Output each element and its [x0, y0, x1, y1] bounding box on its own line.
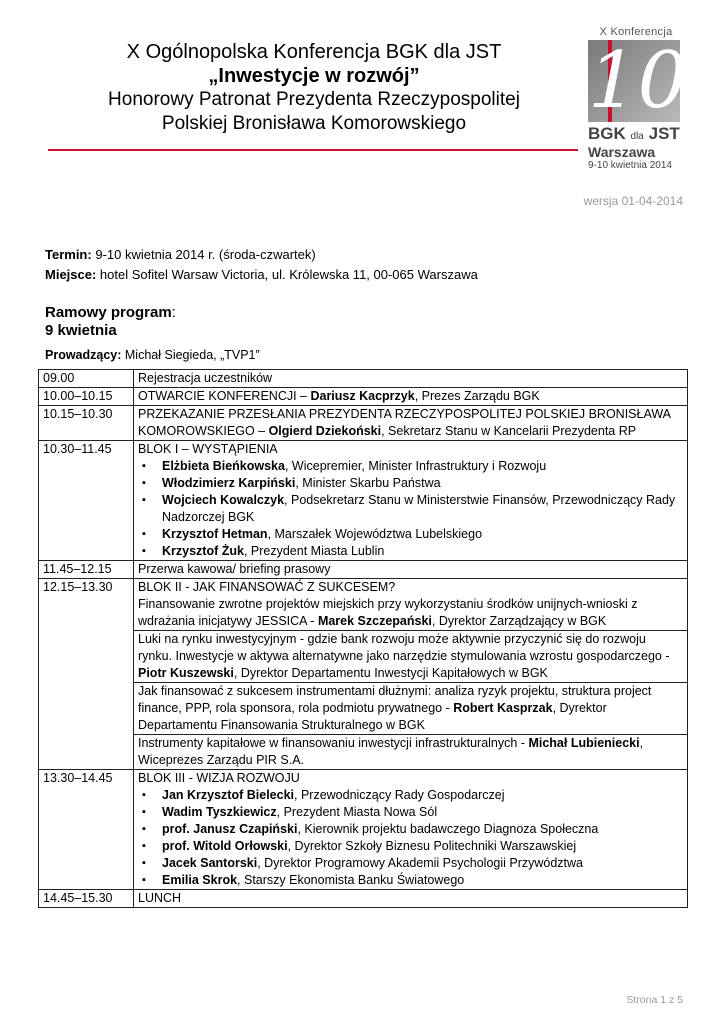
speaker-name: Dariusz Kacprzyk — [310, 389, 415, 403]
patronage-line-1: Honorowy Patronat Prezydenta Rzeczypospolitej — [108, 89, 520, 110]
agenda-part — [134, 579, 687, 631]
talk-topic: Jak finansować z sukcesem instrumentami dłużnymi: analiza ryzyk projektu, struktura project finance, PPP, rola sponsora, rola podmiotu prywatnego - — [138, 684, 652, 715]
table-row — [39, 441, 688, 561]
agenda-part — [134, 631, 687, 683]
miejsce-line — [45, 265, 478, 285]
header-divider — [48, 149, 578, 151]
speaker-role: , Dyrektor Programowy Akademii Psychologii Przywództwa — [257, 856, 584, 870]
termin-label: Termin: — [45, 247, 92, 262]
table-row — [39, 370, 688, 388]
speaker-name: Marek Szczepański — [317, 614, 432, 628]
speaker-role: , Przewodniczący Rady Gospodarczej — [294, 788, 505, 802]
speaker-role: , Prezydent Miasta Lublin — [243, 544, 385, 558]
host-label: Prowadzący: — [45, 348, 122, 362]
list-item — [158, 872, 683, 889]
agenda-item: Przerwa kawowa/ briefing prasowy — [134, 561, 688, 579]
list-item — [158, 838, 683, 855]
agenda-time: 09.00 — [39, 370, 134, 388]
list-item — [158, 821, 683, 838]
conference-logo — [588, 26, 688, 186]
miejsce-label: Miejsce: — [45, 267, 97, 282]
speaker-name: Olgierd Dziekoński — [268, 424, 382, 438]
speaker-list — [138, 787, 683, 889]
speaker-name: Elżbieta Bieńkowska — [162, 459, 285, 473]
agenda-part — [134, 735, 687, 769]
speaker-name: Piotr Kuszewski — [138, 666, 234, 680]
block-title: BLOK I – WYSTĄPIENIA — [138, 442, 278, 456]
speaker-role: , Marszałek Województwa Lubelskiego — [267, 527, 483, 541]
agenda-text: PRZEKAZANIE PRZESŁANIA PREZYDENTA RZECZYPOSPOLITEJ POLSKIEJ BRONISŁAWA KOMOROWSKIEGO – — [138, 407, 671, 438]
document-header — [40, 40, 588, 136]
agenda-time: 10.30–11.45 — [39, 441, 134, 561]
program-label-line — [45, 304, 176, 322]
logo-date: 9-10 kwietnia 2014 — [588, 160, 672, 171]
speaker-role: , Minister Skarbu Państwa — [295, 476, 441, 490]
conference-title: X Ogólnopolska Konferencja BGK dla JST — [126, 41, 502, 63]
table-row — [39, 406, 688, 441]
logo-number: 10 — [588, 36, 688, 126]
speaker-role: , Prezydent Miasta Nowa Sól — [276, 805, 438, 819]
speaker-name: Wadim Tyszkiewicz — [162, 805, 277, 819]
block-title: BLOK II - JAK FINANSOWAĆ Z SUKCESEM? — [138, 580, 396, 594]
speaker-role: , Podsekretarz Stanu w Ministerstwie Finansów, Przewodniczący Rady Nadzorczej BGK — [162, 493, 676, 524]
agenda-item: LUNCH — [134, 890, 688, 908]
talk-topic: Luki na rynku inwestycyjnym - gdzie bank rozwoju może aktywnie przyczynić się do rozwoju rynku. Inwestycje w aktywa alternatywne jako narzędzie stymulowania wzrostu gospodarczego - — [138, 632, 670, 663]
agenda-item — [134, 770, 688, 890]
speaker-name: prof. Witold Orłowski — [162, 839, 288, 853]
host-value: Michał Siegieda, „TVP1” — [121, 348, 260, 362]
speaker-name: Jan Krzysztof Bielecki — [162, 788, 294, 802]
speaker-role: , Dyrektor Zarządzający w BGK — [431, 614, 607, 628]
patronage-line-2: Polskiej Bronisława Komorowskiego — [161, 113, 467, 134]
list-item — [158, 543, 683, 560]
agenda-time: 12.15–13.30 — [39, 579, 134, 770]
logo-top-text: X Konferencja — [599, 26, 673, 38]
agenda-item — [134, 406, 688, 441]
logo-dla-text: dla — [630, 131, 644, 142]
list-item — [158, 787, 683, 804]
talk-topic: Instrumenty kapitałowe w finansowaniu inwestycji infrastrukturalnych - — [138, 736, 529, 750]
agenda-item: Rejestracja uczestników — [134, 370, 688, 388]
speaker-name: Krzysztof Hetman — [162, 527, 268, 541]
speaker-role: , Sekretarz Stanu w Kancelarii Prezydenta RP — [381, 424, 637, 438]
talk-topic: Finansowanie zwrotne projektów miejskich przy wykorzystaniu środków unijnych-wnioski z wdrażania inicjatywy JESSICA - — [138, 597, 638, 628]
agenda-item — [134, 441, 688, 561]
speaker-name: Wojciech Kowalczyk — [162, 493, 285, 507]
host-line — [45, 348, 260, 362]
agenda-item — [134, 388, 688, 406]
logo-bgk-text: BGK — [588, 124, 626, 143]
speaker-role: , Starszy Ekonomista Banku Światowego — [237, 873, 465, 887]
conference-subtitle: „Inwestycje w rozwój” — [208, 65, 420, 87]
agenda-part — [134, 683, 687, 735]
speaker-list — [138, 458, 683, 560]
agenda-time: 10.00–10.15 — [39, 388, 134, 406]
speaker-name: Michał Lubieniecki — [528, 736, 640, 750]
block-title: BLOK III - WIZJA ROZWOJU — [138, 771, 300, 785]
program-day: 9 kwietnia — [45, 322, 117, 339]
table-row — [39, 561, 688, 579]
speaker-role: , Dyrektor Departamentu Finansowania Strukturalnego w BGK — [138, 701, 607, 732]
speaker-role: , Wiceprezes Zarządu PIR S.A. — [138, 736, 644, 767]
speaker-name: Włodzimierz Karpiński — [162, 476, 296, 490]
list-item — [158, 804, 683, 821]
termin-line — [45, 245, 478, 265]
page-number: Strona 1 z 5 — [626, 994, 683, 1006]
agenda-time: 10.15–10.30 — [39, 406, 134, 441]
speaker-role: , Dyrektor Szkoły Biznesu Politechniki Warszawskiej — [287, 839, 577, 853]
event-meta — [45, 245, 478, 285]
program-colon: : — [171, 304, 176, 321]
agenda-table — [38, 369, 688, 908]
program-label: Ramowy program — [45, 304, 172, 321]
speaker-name: Jacek Santorski — [162, 856, 258, 870]
table-row — [39, 579, 688, 770]
speaker-role: , Wicepremier, Minister Infrastruktury i Rozwoju — [284, 459, 547, 473]
table-row — [39, 770, 688, 890]
agenda-time: 13.30–14.45 — [39, 770, 134, 890]
list-item — [158, 458, 683, 475]
list-item — [158, 475, 683, 492]
logo-jst-text: JST — [648, 124, 680, 143]
logo-number-box — [588, 36, 688, 126]
agenda-time: 11.45–12.15 — [39, 561, 134, 579]
list-item — [158, 855, 683, 872]
agenda-item — [134, 579, 688, 770]
speaker-role: , Kierownik projektu badawczego Diagnoza Społeczna — [297, 822, 599, 836]
termin-value: 9-10 kwietnia 2014 r. (środa-czwartek) — [91, 247, 316, 262]
logo-city: Warszawa — [588, 144, 656, 160]
miejsce-value: hotel Sofitel Warsaw Victoria, ul. Królewska 11, 00-065 Warszawa — [96, 267, 478, 282]
speaker-name: Robert Kasprzak — [453, 701, 553, 715]
program-heading — [45, 304, 176, 340]
talk — [138, 596, 683, 630]
list-item — [158, 526, 683, 543]
version-label: wersja 01-04-2014 — [583, 194, 683, 208]
logo-bgk — [588, 124, 684, 144]
speaker-name: Krzysztof Żuk — [162, 544, 244, 558]
table-row — [39, 388, 688, 406]
agenda-time: 14.45–15.30 — [39, 890, 134, 908]
speaker-role: , Dyrektor Departamentu Inwestycji Kapitałowych w BGK — [233, 666, 548, 680]
speaker-name: prof. Janusz Czapiński — [162, 822, 298, 836]
table-row — [39, 890, 688, 908]
list-item — [158, 492, 683, 526]
speaker-role: , Prezes Zarządu BGK — [414, 389, 540, 403]
speaker-name: Emilia Skrok — [162, 873, 238, 887]
agenda-text: OTWARCIE KONFERENCJI – — [138, 389, 311, 403]
